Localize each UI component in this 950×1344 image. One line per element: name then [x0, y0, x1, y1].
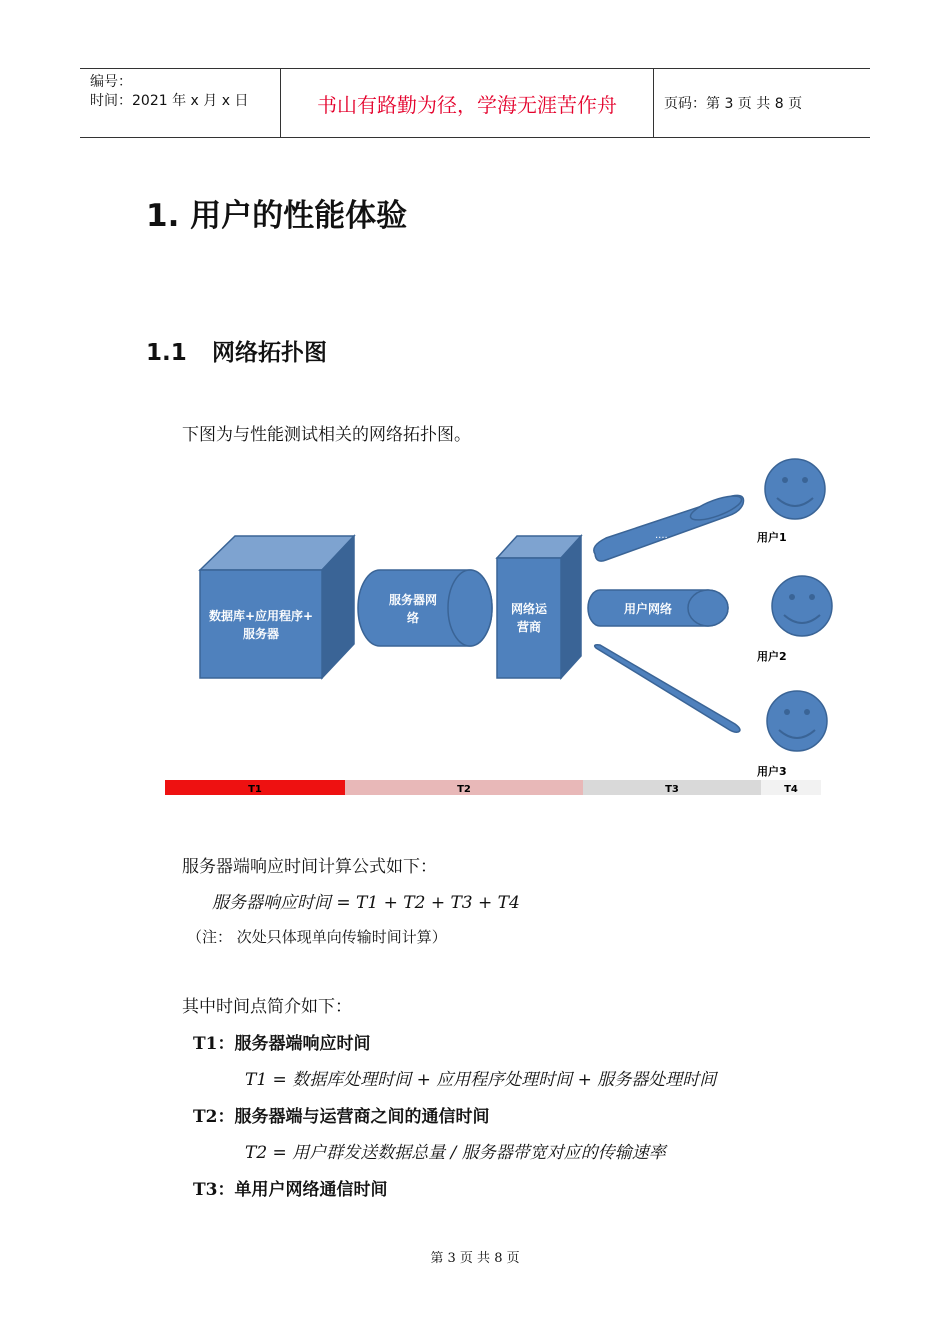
formula-intro: 服务器端响应时间计算公式如下： — [182, 857, 437, 877]
heading-2-title: 网络拓扑图 — [212, 340, 327, 366]
heading-2 — [146, 334, 327, 367]
tube-dots: .... — [655, 530, 668, 541]
operator-label-2: 营商 — [516, 620, 542, 634]
timeline-bar — [165, 780, 821, 795]
user-2-label: 用户2 — [757, 650, 787, 663]
operator-box — [497, 536, 581, 678]
timeline-t2-label: T2 — [457, 784, 471, 795]
points-intro: 其中时间点简介如下： — [182, 997, 352, 1017]
timeline-t3-label: T3 — [665, 784, 679, 795]
t2-title: T2：服务器端与运营商之间的通信时间 — [193, 1107, 490, 1127]
t1-title: T1：服务器端响应时间 — [193, 1034, 371, 1054]
operator-label-1: 网络运 — [510, 602, 548, 616]
t1-formula: T1 = 数据库处理时间 + 应用程序处理时间 + 服务器处理时间 — [245, 1070, 717, 1090]
server-network-cylinder — [358, 570, 492, 646]
timeline-t1-label: T1 — [248, 784, 262, 795]
server-cube — [200, 536, 354, 678]
note: （注： 次处只体现单向传输时间计算） — [187, 928, 447, 946]
t2-formula: T2 = 用户群发送数据总量 / 服务器带宽对应的传输速率 — [245, 1143, 666, 1163]
server-network-label-1: 服务器网 — [388, 593, 438, 607]
lower-user-tube — [595, 645, 740, 732]
motto: 书山有路勤为径，学海无涯苦作舟 — [281, 69, 654, 137]
formula: 服务器响应时间 = T1 + T2 + T3 + T4 — [212, 893, 520, 913]
t3-title: T3：单用户网络通信时间 — [193, 1180, 388, 1200]
user-network-tube — [588, 590, 728, 626]
upper-user-tube — [594, 491, 744, 561]
page-label: 页码：第 3 页 共 8 页 — [664, 96, 803, 112]
user-network-label: 用户网络 — [623, 602, 673, 616]
server-network-label-2: 络 — [406, 611, 420, 625]
heading-1: 1. 用户的性能体验 — [146, 198, 408, 234]
header-meta-cell — [80, 69, 281, 137]
user-3-label: 用户3 — [757, 765, 787, 778]
timeline-t4-label: T4 — [784, 784, 798, 795]
user-1-smiley-icon — [765, 459, 825, 519]
user-3-smiley-icon — [767, 691, 827, 751]
user-1-label: 用户1 — [757, 531, 787, 544]
heading-2-number: 1.1 — [146, 340, 187, 366]
user-2-smiley-icon — [772, 576, 832, 636]
page-header — [80, 68, 870, 138]
server-box-label-1: 数据库+应用程序+ — [208, 609, 314, 623]
number-label: 编号： — [90, 74, 132, 90]
server-box-label-2: 服务器 — [242, 627, 280, 641]
time-label: 时间：2021 年 x 月 x 日 — [90, 93, 249, 109]
intro-text: 下图为与性能测试相关的网络拓扑图。 — [182, 425, 471, 445]
network-topology-diagram — [160, 452, 840, 802]
page-footer: 第 3 页 共 8 页 — [430, 1251, 520, 1266]
